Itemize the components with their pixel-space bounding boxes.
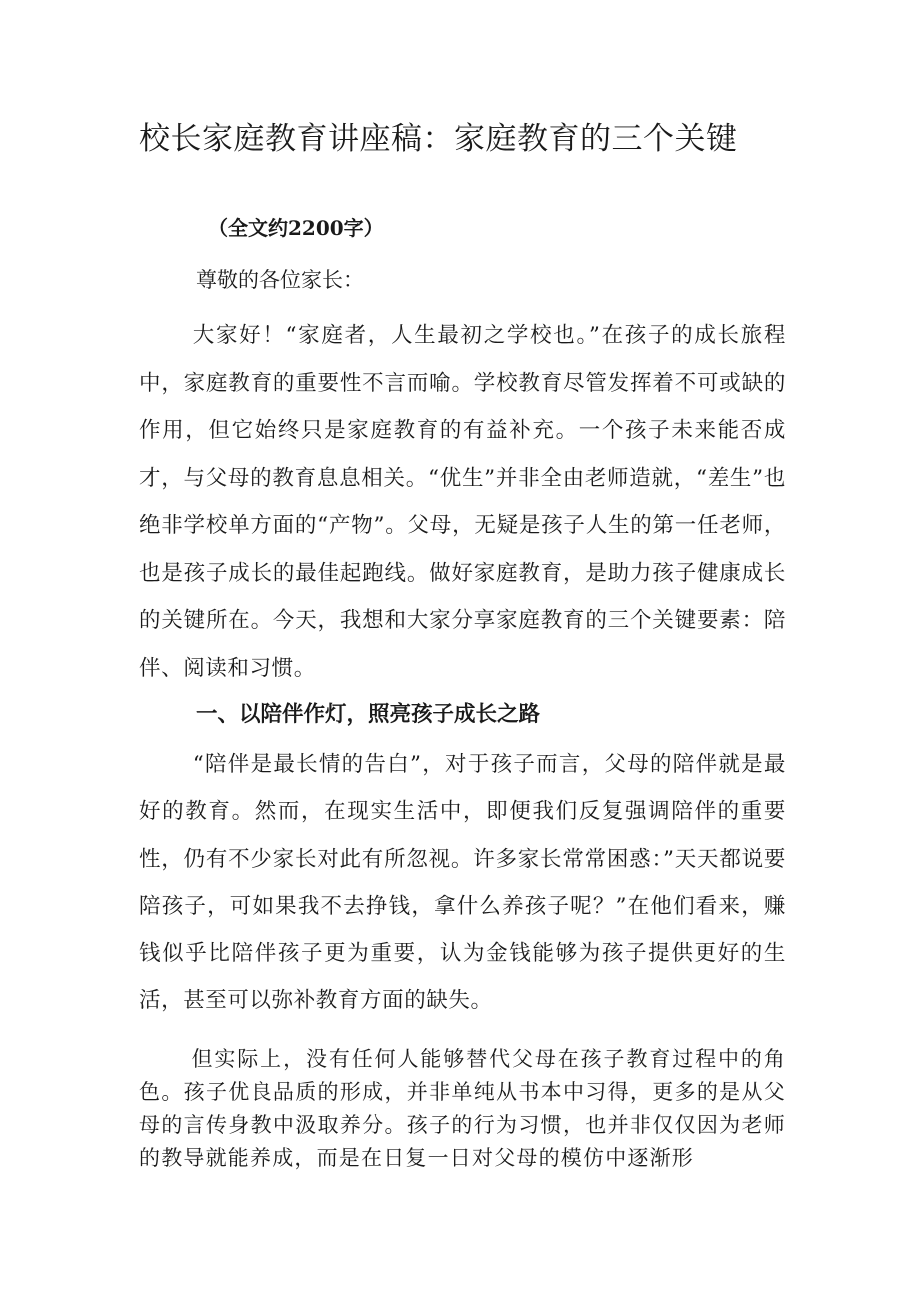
paragraph-intro: 大家好！“家庭者，人生最初之学校也。”在孩子的成长旅程中，家庭教育的重要性不言而喻。学校教育尽管发挥着不可或缺的作用，但它始终只是家庭教育的有益补充。一个孩子未来能否成才，与父母的教育息息相关。“优生”并非全由老师造就，“差生”也绝非学校单方面的“产物”。父母，无疑是孩子人生的第一任老师，也是孩子成长的最佳起跑线。做好家庭教育，是助力孩子健康成长的关键所在。今天，我想和大家分享家庭教育的三个关键要素：陪伴、阅读和习惯。 (139, 323, 786, 681)
salutation: 尊敬的各位家长： (196, 268, 364, 292)
word-count-note: （全文约2200字） (208, 216, 384, 240)
paragraph-role-of-parents: 但实际上，没有任何人能够替代父母在孩子教育过程中的角色。孩子优良品质的形成，并非单纯从书本中习得，更多的是从父母的言传身教中汲取养分。孩子的行为习惯，也并非仅仅因为老师的教导就能养成，而是在日复一日对父母的模仿中逐渐形 (139, 1047, 786, 1170)
paragraph-companionship: “陪伴是最长情的告白”，对于孩子而言，父母的陪伴就是最好的教育。然而，在现实生活中，即便我们反复强调陪伴的重要性，仍有不少家长对此有所忽视。许多家长常常困惑：”天天都说要陪孩子，可如果我不去挣钱，拿什么养孩子呢？”在他们看来，赚钱似乎比陪伴孩子更为重要，认为金钱能够为孩子提供更好的生活，甚至可以弥补教育方面的缺失。 (139, 752, 786, 1014)
section-heading-companionship: 一、以陪伴作灯，照亮孩子成长之路 (196, 702, 541, 727)
document-title: 校长家庭教育讲座稿：家庭教育的三个关键 (139, 121, 738, 157)
